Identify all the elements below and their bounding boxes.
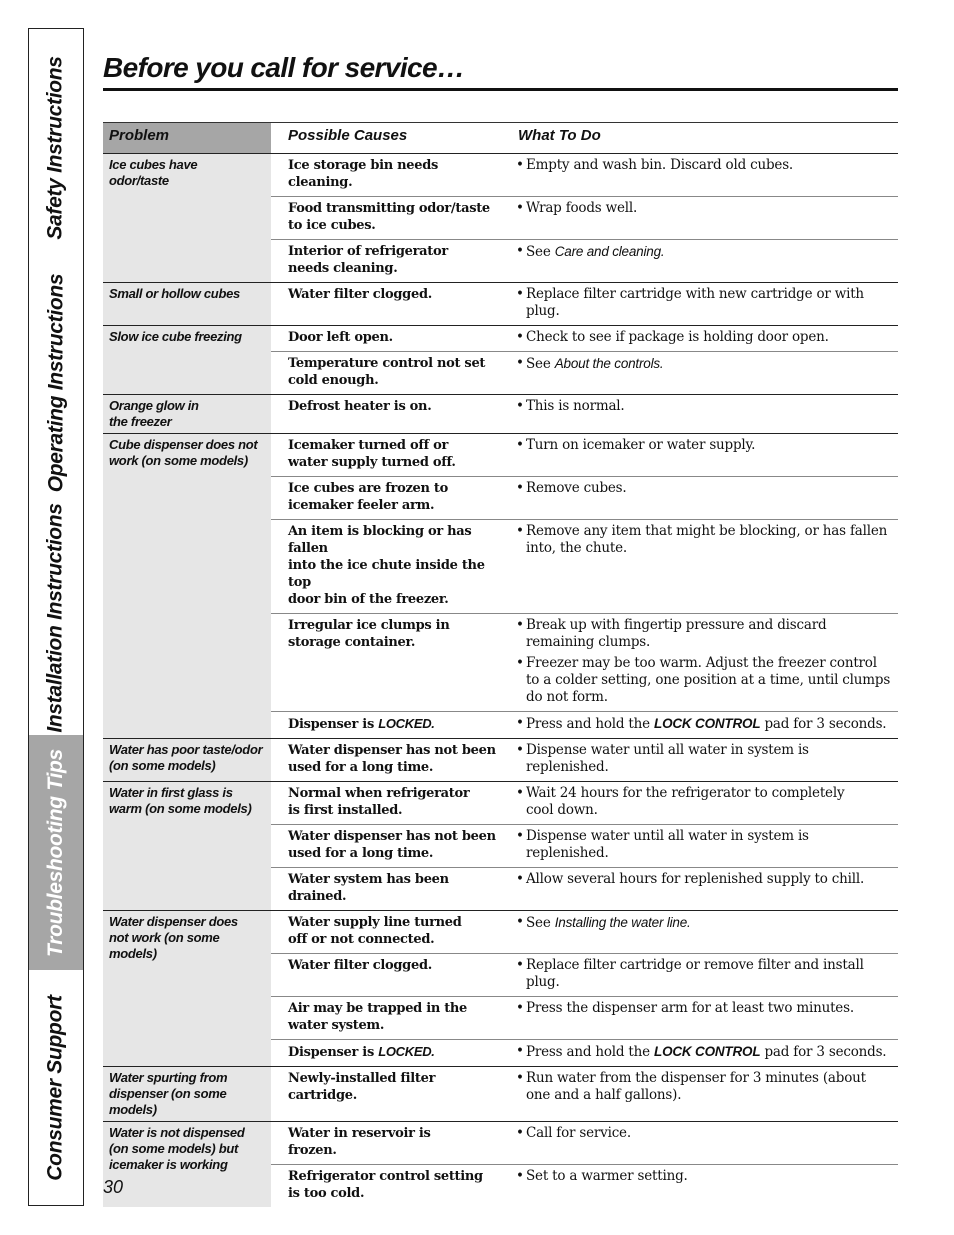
causes-list — [271, 326, 898, 394]
possible-cause — [271, 197, 498, 239]
possible-cause — [271, 825, 498, 867]
what-to-do — [498, 283, 898, 325]
table-row — [271, 1122, 898, 1164]
possible-cause — [271, 352, 498, 394]
remedy-bullet — [516, 914, 894, 932]
cause-text: Food transmitting odor/taste to ice cubes. — [288, 201, 490, 233]
what-to-do — [498, 240, 898, 282]
problem-group — [103, 394, 898, 433]
cause-text: Water supply line turned off or not connected. — [288, 915, 462, 947]
cause-text: Icemaker turned off or water supply turned off. — [288, 438, 456, 470]
table-row — [271, 434, 898, 476]
cause-text: Water in reservoir is frozen. — [288, 1126, 431, 1158]
table-row — [271, 239, 898, 282]
what-to-do — [498, 477, 898, 519]
remedy-bullet: • Turn on icemaker or water supply. — [516, 437, 894, 454]
tab-operating-instructions[interactable] — [29, 266, 83, 501]
cause-text: Water filter clogged. — [288, 287, 432, 302]
locked-status: LOCKED. — [378, 1044, 435, 1059]
possible-cause — [271, 395, 498, 420]
causes-list — [271, 1067, 898, 1121]
causes-list — [271, 154, 898, 282]
table-row — [271, 739, 898, 781]
causes-list — [271, 911, 898, 1066]
cause-text: Air may be trapped in the water system. — [288, 1001, 468, 1033]
cause-text: Refrigerator control setting is too cold. — [288, 1169, 483, 1201]
cause-text: Water system has been drained. — [288, 872, 449, 904]
remedy-text: Press and hold the — [526, 1044, 655, 1060]
remedy-bullet: • Empty and wash bin. Discard old cubes. — [516, 157, 894, 174]
locked-status: LOCKED. — [378, 716, 435, 731]
problem-cell: Cube dispenser does not work (on some models) — [103, 434, 271, 738]
problem-cell: Water in first glass is warm (on some models) — [103, 782, 271, 910]
table-row — [271, 351, 898, 394]
problem-cell: Water dispenser does not work (on some models) — [103, 911, 271, 1066]
header-possible-causes: Possible Causes — [288, 127, 408, 144]
what-to-do — [498, 197, 898, 239]
remedy-bullet: • Allow several hours for replenished supply to chill. — [516, 871, 894, 888]
problem-group — [103, 325, 898, 394]
table-row — [271, 476, 898, 519]
section-reference: Care and cleaning. — [554, 244, 665, 259]
remedy-bullet: • Call for service. — [516, 1125, 894, 1142]
tab-label: Safety Instructions — [44, 55, 67, 240]
possible-cause — [271, 997, 498, 1039]
possible-cause — [271, 954, 498, 996]
remedy-bullet — [516, 243, 894, 261]
title-rule — [103, 88, 898, 91]
possible-cause — [271, 868, 498, 910]
remedy-bullet: • Wait 24 hours for the refrigerator to completely cool down. — [516, 785, 894, 819]
cause-text: Irregular ice clumps in storage container. — [288, 618, 450, 650]
remedy-bullet: • This is normal. — [516, 398, 894, 415]
possible-cause — [271, 614, 498, 711]
tab-consumer-support[interactable] — [29, 970, 83, 1205]
what-to-do — [498, 395, 898, 420]
what-to-do — [498, 1067, 898, 1109]
remedy-text: See — [526, 915, 555, 931]
what-to-do — [498, 154, 898, 196]
section-reference: About the controls. — [554, 356, 664, 371]
remedy-bullet: • Freezer may be too warm. Adjust the freezer control to a colder setting, one position at a time, until clumps do not form. — [516, 655, 894, 706]
tab-label: Consumer Support — [44, 994, 67, 1181]
cause-text: Temperature control not set cold enough. — [288, 356, 486, 388]
cause-text: Door left open. — [288, 330, 393, 345]
possible-cause — [271, 782, 498, 824]
control-name: LOCK CONTROL — [654, 716, 761, 731]
remedy-bullet: • Wrap foods well. — [516, 200, 894, 217]
cause-text: Defrost heater is on. — [288, 399, 432, 414]
remedy-bullet: • Remove cubes. — [516, 480, 894, 497]
table-row — [271, 154, 898, 196]
table-row — [271, 196, 898, 239]
what-to-do — [498, 739, 898, 781]
possible-cause — [271, 712, 498, 738]
cause-text: Normal when refrigerator is first installed. — [288, 786, 470, 818]
table-row — [271, 1039, 898, 1066]
possible-cause — [271, 154, 498, 196]
remedy-bullet: • Break up with fingertip pressure and discard remaining clumps. — [516, 617, 894, 651]
possible-cause — [271, 739, 498, 781]
table-row — [271, 1164, 898, 1207]
table-header — [103, 122, 898, 153]
causes-list — [271, 434, 898, 738]
problem-group — [103, 781, 898, 910]
table-row — [271, 283, 898, 325]
side-tabs — [28, 28, 84, 1206]
causes-list — [271, 739, 898, 781]
problem-group — [103, 1066, 898, 1121]
problem-group — [103, 433, 898, 738]
what-to-do — [498, 352, 898, 394]
what-to-do — [498, 1040, 898, 1066]
problem-cell: Water is not dispensed (on some models) but icemaker is working — [103, 1122, 271, 1207]
what-to-do — [498, 954, 898, 996]
header-problem: Problem — [103, 123, 271, 153]
table-row — [271, 711, 898, 738]
what-to-do — [498, 997, 898, 1039]
what-to-do — [498, 326, 898, 351]
possible-cause — [271, 520, 498, 613]
tab-installation-instructions[interactable] — [29, 500, 83, 736]
problem-cell: Ice cubes have odor/taste — [103, 154, 271, 282]
possible-cause — [271, 1122, 498, 1164]
table-row — [271, 326, 898, 351]
remedy-bullet: • Replace filter cartridge or remove filter and install plug. — [516, 957, 894, 991]
tab-label: Troubleshooting Tips — [44, 748, 68, 957]
possible-cause — [271, 434, 498, 476]
remedy-bullet: • Dispense water until all water in system is replenished. — [516, 828, 894, 862]
possible-cause — [271, 1067, 498, 1109]
possible-cause — [271, 1165, 498, 1207]
remedy-bullet: • Replace filter cartridge with new cartridge or with plug. — [516, 286, 894, 320]
cause-text: Water dispenser has not been used for a long time. — [288, 743, 496, 775]
remedy-text: See — [526, 356, 555, 372]
table-row — [271, 824, 898, 867]
what-to-do — [498, 520, 898, 613]
what-to-do — [498, 614, 898, 711]
header-what-to-do: What To Do — [518, 127, 601, 144]
possible-cause — [271, 326, 498, 351]
tab-label: Installation Instructions — [44, 502, 68, 733]
table-row — [271, 1067, 898, 1109]
possible-cause — [271, 240, 498, 282]
section-reference: Installing the water line. — [554, 915, 691, 930]
remedy-bullet: • Run water from the dispenser for 3 minutes (about one and a half gallons). — [516, 1070, 894, 1104]
possible-cause — [271, 1040, 498, 1066]
table-row — [271, 519, 898, 613]
what-to-do — [498, 434, 898, 476]
problem-cell: Small or hollow cubes — [103, 283, 271, 325]
problem-group — [103, 1121, 898, 1207]
remedy-text: pad for 3 seconds. — [760, 1044, 887, 1060]
remedy-bullet — [516, 1043, 894, 1061]
causes-list — [271, 395, 898, 433]
remedy-bullet: • Check to see if package is holding door open. — [516, 329, 894, 346]
table-row — [271, 395, 898, 420]
what-to-do — [498, 1122, 898, 1164]
cause-text: Dispenser is — [288, 1045, 379, 1060]
problem-cell: Orange glow in the freezer — [103, 395, 271, 433]
tab-troubleshooting-tips[interactable] — [29, 735, 83, 971]
cause-text: Interior of refrigerator needs cleaning. — [288, 244, 448, 276]
tab-label: Operating Instructions — [44, 273, 67, 493]
possible-cause — [271, 911, 498, 953]
table-row — [271, 613, 898, 711]
table-body — [103, 153, 898, 1207]
remedy-text: See — [526, 244, 555, 260]
cause-text: Ice cubes are frozen to icemaker feeler arm. — [288, 481, 448, 513]
problem-cell: Water has poor taste/odor (on some models) — [103, 739, 271, 781]
causes-list — [271, 1122, 898, 1207]
cause-text: An item is blocking or has fallen into the ice chute inside the top door bin of the freezer. — [288, 524, 485, 607]
table-row — [271, 911, 898, 953]
remedy-bullet: • Set to a warmer setting. — [516, 1168, 894, 1185]
page-title: Before you call for service… — [103, 52, 465, 83]
problem-group — [103, 910, 898, 1066]
what-to-do — [498, 1165, 898, 1207]
what-to-do — [498, 825, 898, 867]
remedy-text: Press and hold the — [526, 716, 655, 732]
what-to-do — [498, 712, 898, 738]
remedy-bullet: • Press the dispenser arm for at least two minutes. — [516, 1000, 894, 1017]
cause-text: Water dispenser has not been used for a long time. — [288, 829, 496, 861]
tab-safety-instructions[interactable] — [29, 29, 83, 267]
cause-text: Water filter clogged. — [288, 958, 432, 973]
remedy-bullet — [516, 355, 894, 373]
causes-list — [271, 782, 898, 910]
problem-group — [103, 738, 898, 781]
what-to-do — [498, 868, 898, 910]
troubleshooting-table — [103, 122, 898, 1207]
cause-text: Ice storage bin needs cleaning. — [288, 158, 439, 190]
problem-group — [103, 153, 898, 282]
control-name: LOCK CONTROL — [654, 1044, 761, 1059]
cause-text: Dispenser is — [288, 717, 379, 732]
remedy-bullet: • Remove any item that might be blocking, or has fallen into, the chute. — [516, 523, 894, 557]
problem-cell: Water spurting from dispenser (on some models) — [103, 1067, 271, 1121]
table-row — [271, 867, 898, 910]
possible-cause — [271, 283, 498, 325]
problem-cell: Slow ice cube freezing — [103, 326, 271, 394]
what-to-do — [498, 782, 898, 824]
table-row — [271, 996, 898, 1039]
table-row — [271, 782, 898, 824]
possible-cause — [271, 477, 498, 519]
causes-list — [271, 283, 898, 325]
cause-text: Newly-installed filter cartridge. — [288, 1071, 436, 1103]
page-number: 30 — [103, 1177, 124, 1197]
problem-group — [103, 282, 898, 325]
table-row — [271, 953, 898, 996]
remedy-bullet — [516, 715, 894, 733]
what-to-do — [498, 911, 898, 953]
remedy-text: pad for 3 seconds. — [760, 716, 887, 732]
remedy-bullet: • Dispense water until all water in system is replenished. — [516, 742, 894, 776]
